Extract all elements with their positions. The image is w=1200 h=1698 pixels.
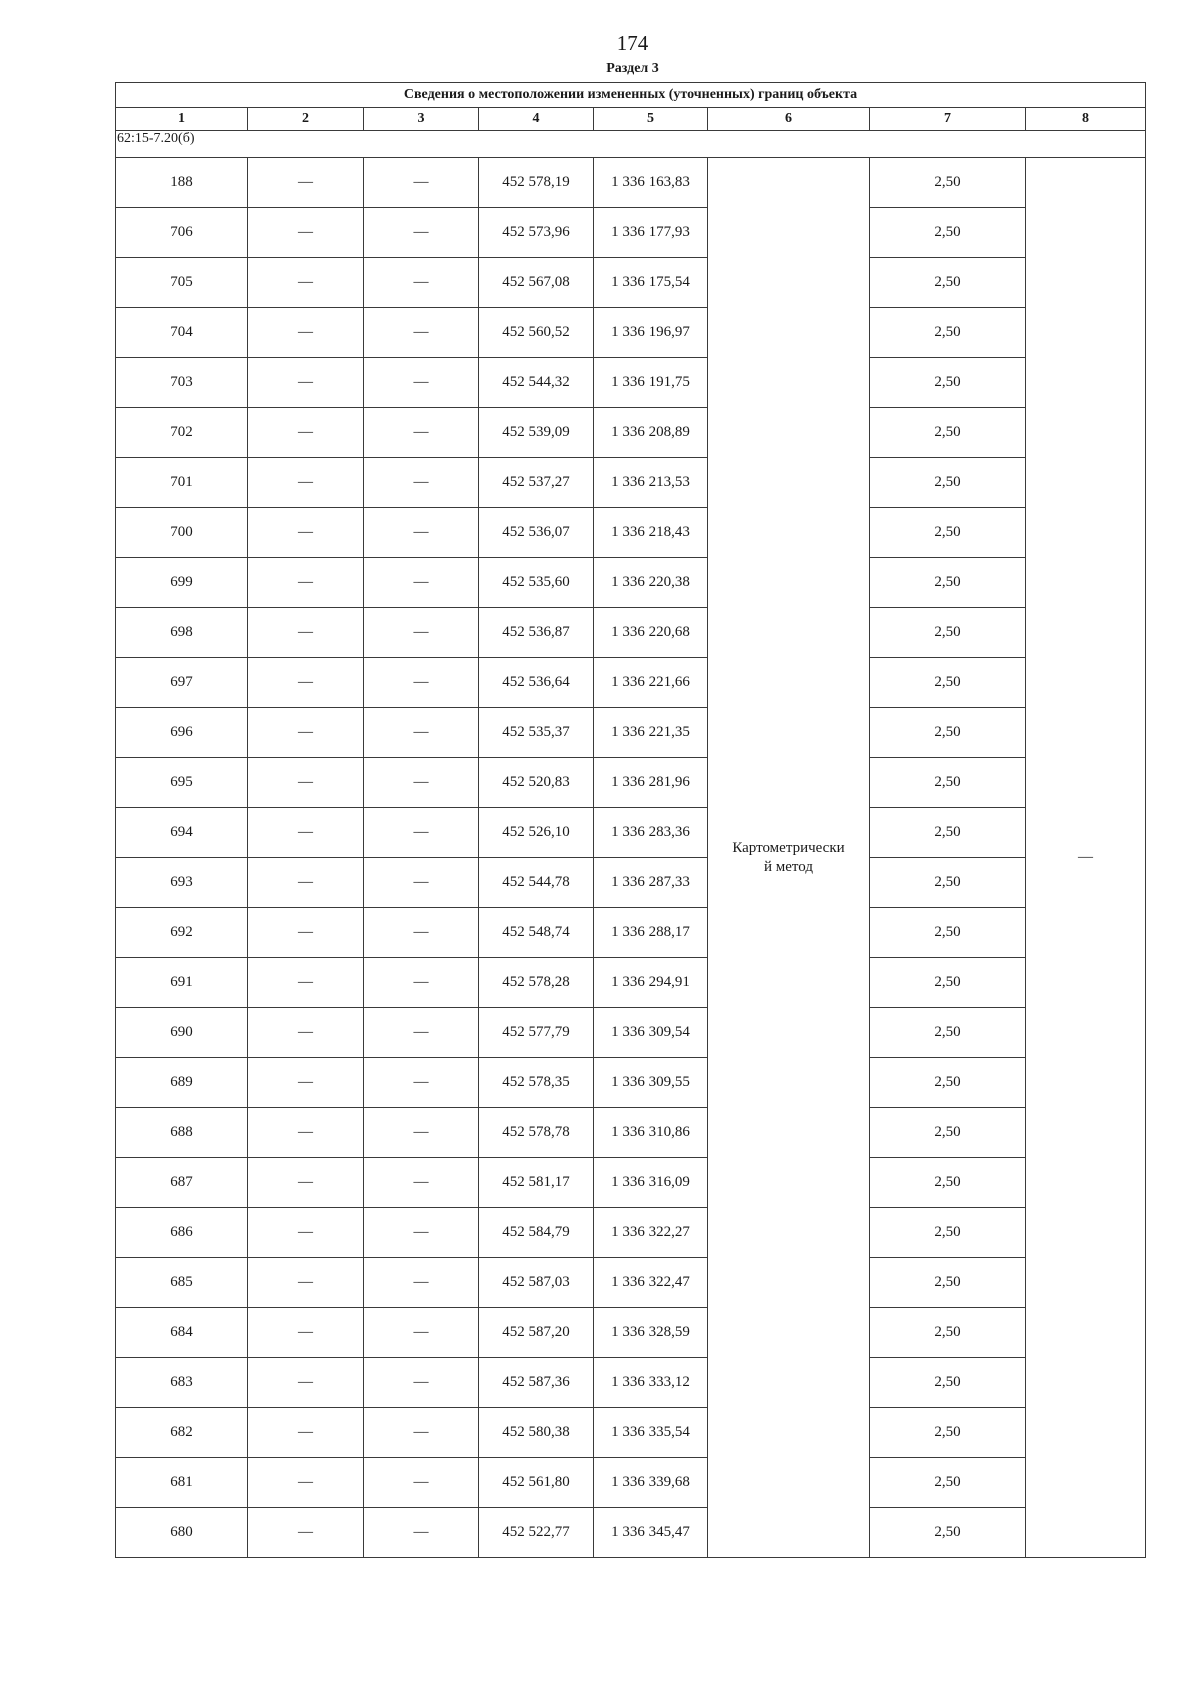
point-number: 685 xyxy=(116,1258,248,1308)
table-row xyxy=(116,208,1146,258)
method-line-2: й метод xyxy=(764,858,813,875)
cell-col3: — xyxy=(364,758,479,808)
point-number: 684 xyxy=(116,1308,248,1358)
page-number: 174 xyxy=(616,31,649,55)
cell-col3: — xyxy=(364,1308,479,1358)
coord-y: 1 336 287,33 xyxy=(594,858,708,908)
table-row xyxy=(116,258,1146,308)
table-row xyxy=(116,958,1146,1008)
coord-x: 452 535,60 xyxy=(479,558,594,608)
coord-x: 452 536,64 xyxy=(479,658,594,708)
coord-x: 452 587,03 xyxy=(479,1258,594,1308)
table-row xyxy=(116,308,1146,358)
point-number: 681 xyxy=(116,1458,248,1508)
column-number-4: 4 xyxy=(479,108,594,131)
accuracy: 2,50 xyxy=(870,408,1026,458)
coord-y: 1 336 191,75 xyxy=(594,358,708,408)
cell-col3: — xyxy=(364,1208,479,1258)
point-number: 686 xyxy=(116,1208,248,1258)
coord-x: 452 578,28 xyxy=(479,958,594,1008)
cell-col3: — xyxy=(364,1508,479,1558)
coord-x: 452 539,09 xyxy=(479,408,594,458)
cell-col2: — xyxy=(248,358,364,408)
accuracy: 2,50 xyxy=(870,608,1026,658)
cell-col3: — xyxy=(364,708,479,758)
coord-y: 1 336 283,36 xyxy=(594,808,708,858)
point-number: 688 xyxy=(116,1108,248,1158)
accuracy: 2,50 xyxy=(870,1158,1026,1208)
table-row xyxy=(116,408,1146,458)
accuracy: 2,50 xyxy=(870,358,1026,408)
coord-x: 452 561,80 xyxy=(479,1458,594,1508)
coord-y: 1 336 281,96 xyxy=(594,758,708,808)
coord-x: 452 567,08 xyxy=(479,258,594,308)
cell-col2: — xyxy=(248,208,364,258)
accuracy: 2,50 xyxy=(870,458,1026,508)
accuracy: 2,50 xyxy=(870,208,1026,258)
coord-x: 452 535,37 xyxy=(479,708,594,758)
point-number: 687 xyxy=(116,1158,248,1208)
cell-col2: — xyxy=(248,1058,364,1108)
cell-col2: — xyxy=(248,308,364,358)
method-cell xyxy=(708,158,870,1558)
point-number: 692 xyxy=(116,908,248,958)
point-number: 705 xyxy=(116,258,248,308)
coord-x: 452 587,36 xyxy=(479,1358,594,1408)
accuracy: 2,50 xyxy=(870,1358,1026,1408)
accuracy: 2,50 xyxy=(870,758,1026,808)
cell-col3: — xyxy=(364,808,479,858)
accuracy: 2,50 xyxy=(870,1258,1026,1308)
column-number-1: 1 xyxy=(116,108,248,131)
object-label-row xyxy=(116,131,1146,158)
cell-col3: — xyxy=(364,1058,479,1108)
accuracy: 2,50 xyxy=(870,1408,1026,1458)
cell-col3: — xyxy=(364,608,479,658)
cell-col2: — xyxy=(248,1508,364,1558)
accuracy: 2,50 xyxy=(870,1108,1026,1158)
cell-col3: — xyxy=(364,258,479,308)
table-row xyxy=(116,1508,1146,1558)
cell-col2: — xyxy=(248,908,364,958)
cell-col3: — xyxy=(364,508,479,558)
cell-col3: — xyxy=(364,1458,479,1508)
coord-x: 452 536,87 xyxy=(479,608,594,658)
coord-y: 1 336 316,09 xyxy=(594,1158,708,1208)
table-row xyxy=(116,1008,1146,1058)
coord-x: 452 578,35 xyxy=(479,1058,594,1108)
table-row xyxy=(116,908,1146,958)
method-line-1: Картометрически xyxy=(732,839,845,856)
point-number: 695 xyxy=(116,758,248,808)
cell-col2: — xyxy=(248,1408,364,1458)
table-row xyxy=(116,158,1146,208)
coord-x: 452 522,77 xyxy=(479,1508,594,1558)
coord-y: 1 336 339,68 xyxy=(594,1458,708,1508)
cell-col2: — xyxy=(248,1158,364,1208)
cell-col2: — xyxy=(248,258,364,308)
table-row xyxy=(116,808,1146,858)
point-number: 683 xyxy=(116,1358,248,1408)
coord-y: 1 336 309,55 xyxy=(594,1058,708,1108)
coord-x: 452 578,19 xyxy=(479,158,594,208)
coord-x: 452 520,83 xyxy=(479,758,594,808)
accuracy: 2,50 xyxy=(870,1208,1026,1258)
coord-x: 452 581,17 xyxy=(479,1158,594,1208)
table-row xyxy=(116,358,1146,408)
cell-col2: — xyxy=(248,558,364,608)
table-row xyxy=(116,758,1146,808)
point-number: 689 xyxy=(116,1058,248,1108)
table-row xyxy=(116,558,1146,608)
cell-col2: — xyxy=(248,708,364,758)
point-number: 697 xyxy=(116,658,248,708)
point-number: 704 xyxy=(116,308,248,358)
accuracy: 2,50 xyxy=(870,508,1026,558)
coord-y: 1 336 294,91 xyxy=(594,958,708,1008)
cell-col3: — xyxy=(364,958,479,1008)
point-number: 693 xyxy=(116,858,248,908)
table-row xyxy=(116,1158,1146,1208)
column-number-6: 6 xyxy=(708,108,870,131)
table-row xyxy=(116,1308,1146,1358)
coord-y: 1 336 322,27 xyxy=(594,1208,708,1258)
cell-col3: — xyxy=(364,158,479,208)
column-number-row xyxy=(116,108,1146,131)
coord-x: 452 526,10 xyxy=(479,808,594,858)
cell-col2: — xyxy=(248,158,364,208)
cell-col3: — xyxy=(364,308,479,358)
column-number-5: 5 xyxy=(594,108,708,131)
coord-y: 1 336 218,43 xyxy=(594,508,708,558)
accuracy: 2,50 xyxy=(870,258,1026,308)
cell-col3: — xyxy=(364,1358,479,1408)
point-number: 188 xyxy=(116,158,248,208)
point-number: 702 xyxy=(116,408,248,458)
coord-y: 1 336 220,38 xyxy=(594,558,708,608)
table-row xyxy=(116,858,1146,908)
coord-x: 452 578,78 xyxy=(479,1108,594,1158)
coord-x: 452 587,20 xyxy=(479,1308,594,1358)
cell-col2: — xyxy=(248,958,364,1008)
point-number: 701 xyxy=(116,458,248,508)
coord-y: 1 336 288,17 xyxy=(594,908,708,958)
object-label: 62:15-7.20(б) xyxy=(116,131,1146,158)
coord-y: 1 336 221,35 xyxy=(594,708,708,758)
table-row xyxy=(116,1408,1146,1458)
accuracy: 2,50 xyxy=(870,1458,1026,1508)
accuracy: 2,50 xyxy=(870,958,1026,1008)
cell-col3: — xyxy=(364,358,479,408)
point-number: 703 xyxy=(116,358,248,408)
accuracy: 2,50 xyxy=(870,908,1026,958)
table-row xyxy=(116,1358,1146,1408)
point-number: 682 xyxy=(116,1408,248,1458)
column-number-7: 7 xyxy=(870,108,1026,131)
section-title: Раздел 3 xyxy=(606,61,659,76)
cell-col2: — xyxy=(248,658,364,708)
coord-x: 452 573,96 xyxy=(479,208,594,258)
coord-y: 1 336 333,12 xyxy=(594,1358,708,1408)
cell-col2: — xyxy=(248,408,364,458)
coord-x: 452 544,32 xyxy=(479,358,594,408)
coord-y: 1 336 177,93 xyxy=(594,208,708,258)
cell-col2: — xyxy=(248,508,364,558)
cell-col3: — xyxy=(364,858,479,908)
point-number: 691 xyxy=(116,958,248,1008)
table-row xyxy=(116,1058,1146,1108)
coord-y: 1 336 310,86 xyxy=(594,1108,708,1158)
cell-col3: — xyxy=(364,1258,479,1308)
table-row xyxy=(116,608,1146,658)
point-number: 690 xyxy=(116,1008,248,1058)
cell-col3: — xyxy=(364,908,479,958)
coord-y: 1 336 208,89 xyxy=(594,408,708,458)
cell-col2: — xyxy=(248,1008,364,1058)
table-caption-row xyxy=(116,83,1146,108)
point-number: 694 xyxy=(116,808,248,858)
col8-cell: — xyxy=(1026,158,1146,1558)
coord-y: 1 336 335,54 xyxy=(594,1408,708,1458)
column-number-2: 2 xyxy=(248,108,364,131)
cell-col3: — xyxy=(364,208,479,258)
cell-col2: — xyxy=(248,758,364,808)
coord-y: 1 336 322,47 xyxy=(594,1258,708,1308)
cell-col2: — xyxy=(248,1458,364,1508)
coord-x: 452 544,78 xyxy=(479,858,594,908)
accuracy: 2,50 xyxy=(870,158,1026,208)
accuracy: 2,50 xyxy=(870,708,1026,758)
cell-col2: — xyxy=(248,1108,364,1158)
table-row xyxy=(116,708,1146,758)
coord-y: 1 336 220,68 xyxy=(594,608,708,658)
cell-col3: — xyxy=(364,558,479,608)
coord-x: 452 584,79 xyxy=(479,1208,594,1258)
accuracy: 2,50 xyxy=(870,558,1026,608)
coord-y: 1 336 213,53 xyxy=(594,458,708,508)
coord-y: 1 336 175,54 xyxy=(594,258,708,308)
cell-col3: — xyxy=(364,1108,479,1158)
cell-col3: — xyxy=(364,1008,479,1058)
point-number: 696 xyxy=(116,708,248,758)
accuracy: 2,50 xyxy=(870,1058,1026,1108)
accuracy: 2,50 xyxy=(870,1008,1026,1058)
cell-col2: — xyxy=(248,1258,364,1308)
coord-y: 1 336 163,83 xyxy=(594,158,708,208)
column-number-3: 3 xyxy=(364,108,479,131)
point-number: 698 xyxy=(116,608,248,658)
boundary-table xyxy=(115,82,1146,1558)
coord-x: 452 536,07 xyxy=(479,508,594,558)
point-number: 680 xyxy=(116,1508,248,1558)
cell-col3: — xyxy=(364,658,479,708)
coord-x: 452 548,74 xyxy=(479,908,594,958)
table-row xyxy=(116,658,1146,708)
table-row xyxy=(116,458,1146,508)
cell-col3: — xyxy=(364,1408,479,1458)
table-row xyxy=(116,1208,1146,1258)
point-number: 706 xyxy=(116,208,248,258)
accuracy: 2,50 xyxy=(870,858,1026,908)
cell-col2: — xyxy=(248,1208,364,1258)
accuracy: 2,50 xyxy=(870,308,1026,358)
accuracy: 2,50 xyxy=(870,808,1026,858)
cell-col2: — xyxy=(248,1308,364,1358)
cell-col2: — xyxy=(248,608,364,658)
table-row xyxy=(116,508,1146,558)
column-number-8: 8 xyxy=(1026,108,1146,131)
accuracy: 2,50 xyxy=(870,1308,1026,1358)
coord-y: 1 336 196,97 xyxy=(594,308,708,358)
coord-y: 1 336 345,47 xyxy=(594,1508,708,1558)
cell-col3: — xyxy=(364,1158,479,1208)
cell-col2: — xyxy=(248,1358,364,1408)
cell-col2: — xyxy=(248,858,364,908)
point-number: 699 xyxy=(116,558,248,608)
coord-x: 452 577,79 xyxy=(479,1008,594,1058)
point-number: 700 xyxy=(116,508,248,558)
coord-y: 1 336 309,54 xyxy=(594,1008,708,1058)
cell-col2: — xyxy=(248,808,364,858)
table-row xyxy=(116,1108,1146,1158)
accuracy: 2,50 xyxy=(870,658,1026,708)
cell-col3: — xyxy=(364,408,479,458)
table-row xyxy=(116,1258,1146,1308)
coord-x: 452 560,52 xyxy=(479,308,594,358)
cell-col3: — xyxy=(364,458,479,508)
coord-y: 1 336 328,59 xyxy=(594,1308,708,1358)
accuracy: 2,50 xyxy=(870,1508,1026,1558)
coord-x: 452 537,27 xyxy=(479,458,594,508)
table-row xyxy=(116,1458,1146,1508)
coord-x: 452 580,38 xyxy=(479,1408,594,1458)
coord-y: 1 336 221,66 xyxy=(594,658,708,708)
table-caption: Сведения о местоположении измененных (уточненных) границ объекта xyxy=(116,83,1146,108)
cell-col2: — xyxy=(248,458,364,508)
